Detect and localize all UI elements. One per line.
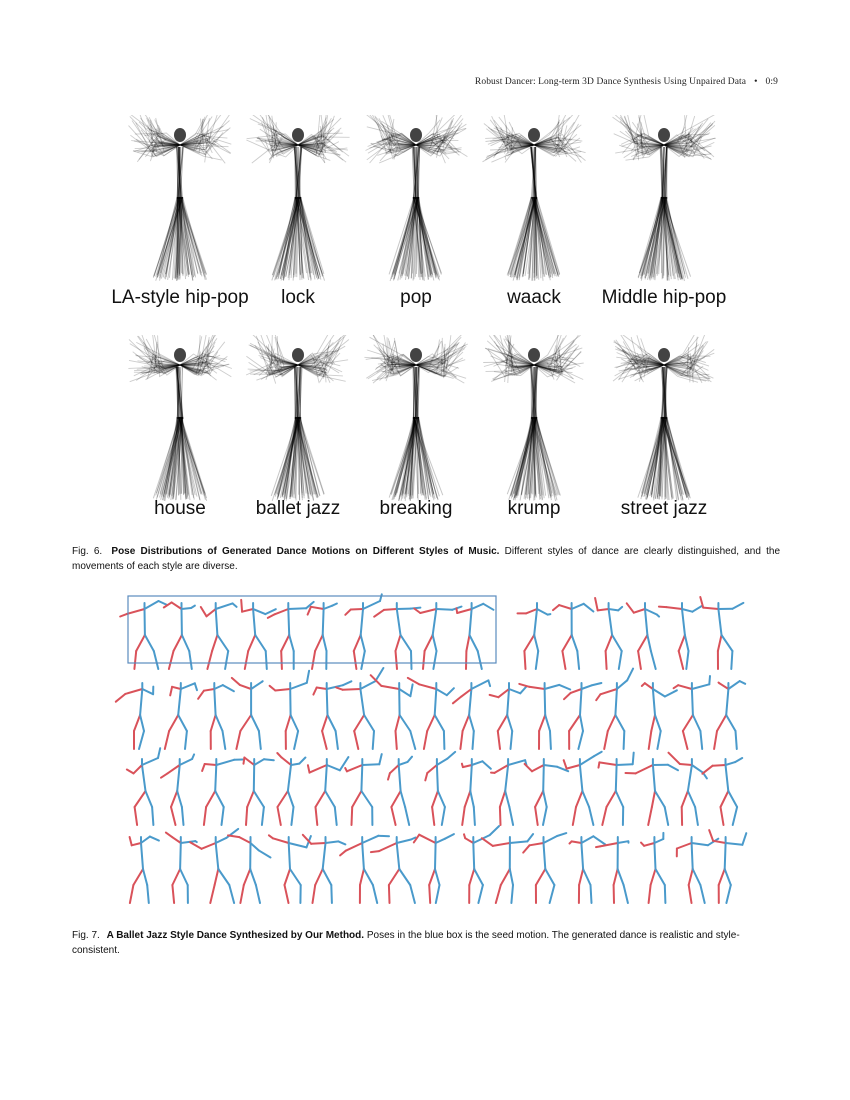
skeleton-pose [702, 758, 742, 825]
skeleton-pose [595, 598, 622, 669]
skeleton-pose [553, 603, 593, 669]
figure-6-body: Different styles of dance are clearly distinguished, and the movements of each style are diverse. [72, 546, 781, 572]
skeleton-pose [165, 683, 197, 749]
skeleton-pose [161, 754, 194, 825]
pose-cell [589, 115, 739, 308]
skeleton-pose [564, 752, 602, 825]
style-label: lock [281, 287, 315, 308]
pose-distribution-plot [243, 115, 353, 285]
skeleton-pose [674, 676, 710, 749]
figure-7-skeleton-sequence [0, 585, 850, 905]
skeleton-pose [414, 834, 454, 903]
head-cluster [292, 128, 304, 142]
style-label: LA-style hip-pop [111, 287, 249, 308]
skeleton-pose [120, 601, 167, 669]
pose-cell [589, 335, 739, 519]
skeleton-pose [269, 835, 311, 903]
skeleton-pose [313, 681, 351, 749]
pose-cell [459, 115, 609, 308]
style-label: pop [400, 287, 432, 308]
skeleton-pose [371, 675, 416, 749]
head-cluster [292, 348, 304, 362]
pose-distribution-plot [479, 335, 589, 505]
skeleton-pose [659, 603, 703, 669]
skeleton-pose [303, 835, 346, 903]
skeleton-pose [270, 671, 310, 749]
head-cluster [658, 348, 670, 362]
figure-7-caption [72, 928, 780, 958]
skeleton-pose [627, 603, 659, 669]
skeleton-pose [371, 837, 416, 903]
skeleton-pose [425, 752, 455, 825]
style-label: house [154, 498, 206, 519]
head-cluster [528, 348, 540, 362]
skeleton-pose [519, 683, 570, 749]
skeleton-pose [462, 759, 491, 825]
head-cluster [410, 128, 422, 142]
skeleton-pose [518, 603, 551, 669]
head-cluster [174, 348, 186, 362]
skeleton-pose [190, 829, 238, 903]
pose-distribution-plot [609, 335, 719, 505]
skeleton-pose [456, 603, 493, 669]
skeleton-pose [130, 837, 159, 903]
style-label: waack [507, 287, 561, 308]
skeleton-pose [232, 678, 263, 749]
skeleton-pose [345, 594, 382, 669]
skeleton-pose [491, 759, 527, 825]
skeleton-pose [482, 834, 533, 903]
page-number: 0:9 [765, 77, 778, 87]
skeleton-pose [414, 603, 461, 669]
skeleton-pose [228, 835, 271, 903]
skeleton-pose [599, 753, 634, 825]
skeleton-pose [164, 602, 195, 669]
skeleton-pose [308, 603, 337, 669]
running-title: Robust Dancer: Long-term 3D Dance Synthesis Using Unpaired Data [474, 77, 747, 87]
skeleton-pose [523, 833, 566, 903]
figure-7-body: Poses in the blue box is the seed motion. The generated dance is realistic and style-consistent. [72, 930, 740, 956]
figure-7-number: Fig. 7. [72, 930, 100, 941]
style-label: breaking [379, 498, 453, 519]
pose-distribution-plot [609, 115, 719, 285]
head-cluster [528, 128, 540, 142]
skeleton-pose [453, 680, 490, 749]
skeleton-pose [641, 833, 665, 903]
skeleton-pose [642, 683, 677, 749]
pose-distribution-plot [243, 335, 353, 505]
head-cluster [410, 348, 422, 362]
head-cluster [658, 128, 670, 142]
figure-6-pose-distributions [0, 0, 850, 540]
pose-distribution-plot [479, 115, 589, 285]
skeleton-pose [596, 669, 633, 749]
skeleton-pose [388, 757, 412, 825]
head-cluster [174, 128, 186, 142]
style-label: krump [507, 498, 561, 519]
skeleton-pose [564, 683, 601, 749]
skeleton-pose [677, 837, 719, 903]
skeleton-pose [244, 758, 274, 826]
skeleton-pose [714, 681, 745, 749]
skeleton-pose [277, 753, 305, 825]
skeleton-pose [268, 602, 314, 669]
skeleton-pose [700, 597, 743, 669]
skeleton-pose [198, 683, 234, 749]
skeleton-pose [345, 754, 382, 825]
header-separator: • [754, 77, 758, 87]
skeleton-pose [127, 748, 160, 825]
skeleton-pose [116, 683, 154, 749]
skeleton-pose [669, 753, 707, 825]
style-label: Middle hip-pop [601, 287, 727, 308]
skeleton-pose [241, 600, 276, 669]
figure-6-number: Fig. 6. [72, 546, 103, 557]
style-label: ballet jazz [255, 498, 341, 519]
skeleton-pose [340, 836, 389, 903]
pose-cell [459, 335, 609, 519]
skeleton-pose [201, 603, 237, 669]
skeleton-pose [626, 759, 679, 825]
pose-distribution-plot [125, 335, 235, 505]
pose-distribution-plot [361, 115, 471, 285]
skeleton-pose [308, 757, 349, 825]
skeleton-pose [408, 678, 454, 749]
skeleton-pose [709, 830, 746, 903]
skeleton-pose [490, 683, 527, 749]
skeleton-pose [374, 603, 420, 669]
skeleton-pose [202, 759, 243, 825]
figure-6-title: Pose Distributions of Generated Dance Motions on Different Styles of Music. [111, 546, 500, 557]
skeleton-pose [525, 759, 569, 825]
skeleton-pose [596, 837, 629, 903]
figure-7-title: A Ballet Jazz Style Dance Synthesized by Our Method. [106, 930, 365, 941]
pose-distribution-plot [361, 335, 471, 505]
style-label: street jazz [620, 498, 708, 519]
pose-distribution-plot [125, 115, 235, 285]
figure-6-caption [72, 544, 780, 574]
